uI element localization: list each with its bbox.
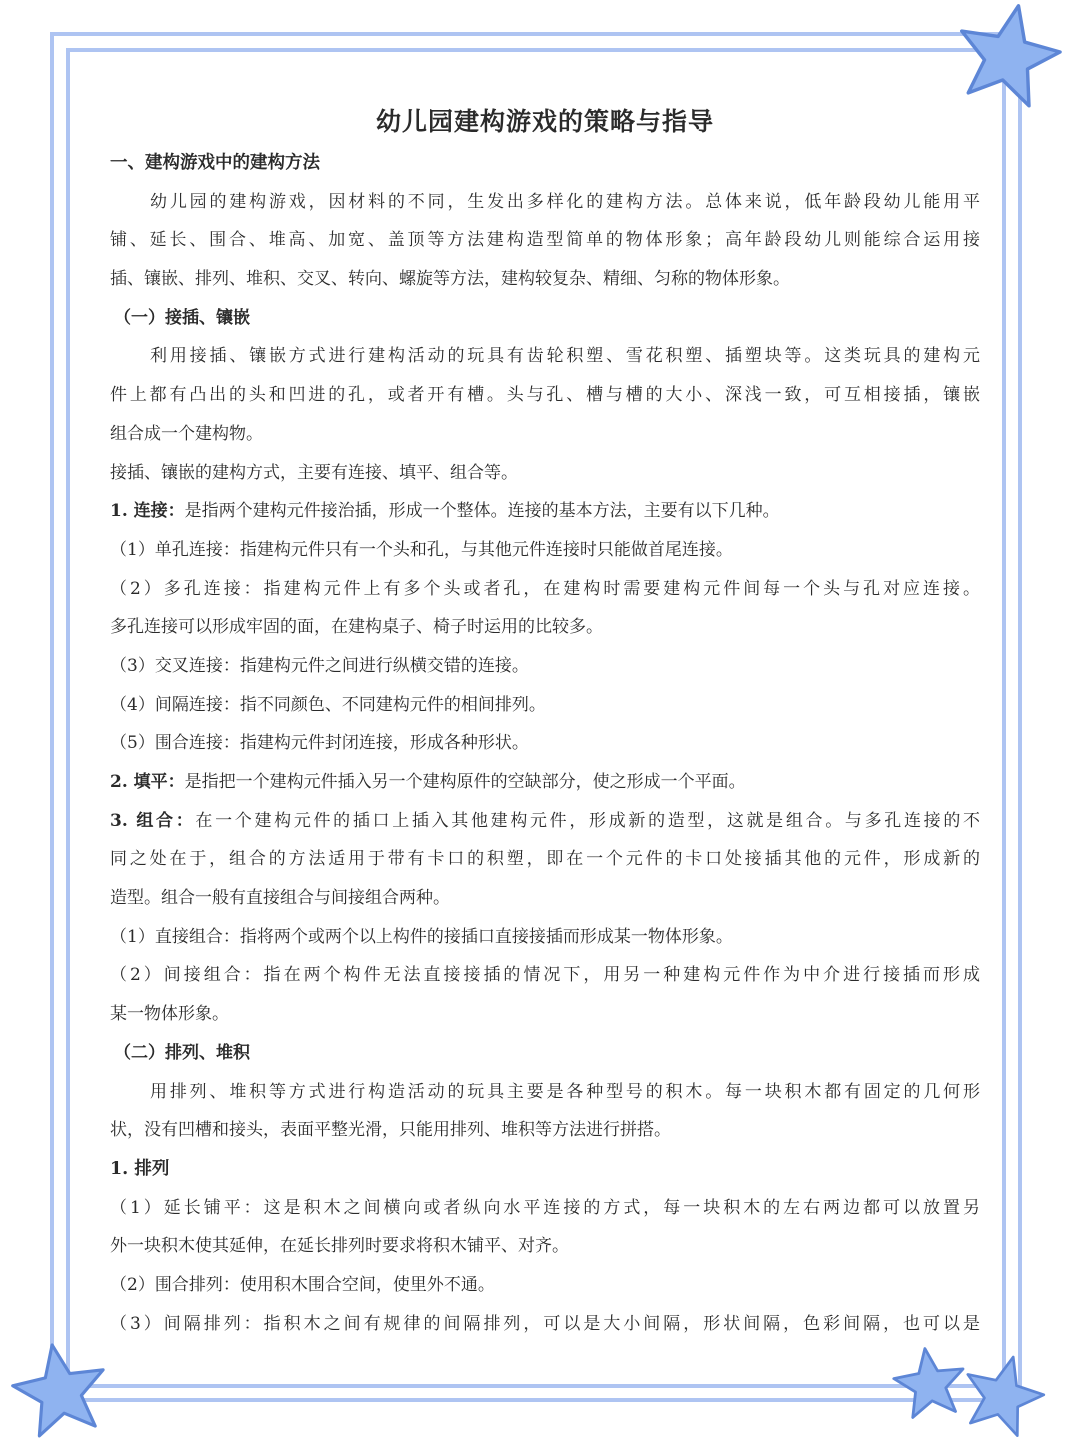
paragraph-line: 用排列、堆积等方式进行构造活动的玩具主要是各种型号的积木。每一块积木都有固定的几何形 [150,1081,980,1102]
item-text: 是指把一个建构元件插入另一个建构原件的空缺部分，使之形成一个平面。 [184,772,746,792]
paragraph-line: 接插、镶嵌的建构方式，主要有连接、填平、组合等。 [110,462,518,483]
document-body [110,100,980,1343]
paragraph-line: （1）延长铺平：这是积木之间横向或者纵向水平连接的方式，每一块积木的左右两边都可以放置另 [110,1197,980,1218]
paragraph-line [110,802,980,841]
paragraph-line: （5）围合连接：指建构元件封闭连接，形成各种形状。 [110,733,529,754]
paragraph-line: （3）间隔排列：指积木之间有规律的间隔排列，可以是大小间隔，形状间隔，色彩间隔，也可以是 [110,1313,980,1334]
paragraph-line: （4）间隔连接：指不同颜色、不同建构元件的相间排列。 [110,694,546,715]
paragraph-line: 状，没有凹槽和接头，表面平整光滑，只能用排列、堆积等方法进行拼搭。 [110,1120,671,1141]
paragraph-line: 利用接插、镶嵌方式进行建构活动的玩具有齿轮积塑、雪花积塑、插塑块等。这类玩具的建构元 [150,346,980,367]
paragraph-line: 幼儿园的建构游戏，因材料的不同，生发出多样化的建构方法。总体来说，低年龄段幼儿能用平 [150,191,980,212]
paragraph-line: 组合成一个建构物。 [110,423,263,444]
paragraph-line: （2）围合排列：使用积木围合空间，使里外不通。 [110,1274,495,1295]
document-title: 幼儿园建构游戏的策略与指导 [375,107,714,136]
section-heading: 一、建构游戏中的建构方法 [110,153,320,173]
paragraph-line: 外一块积木使其延伸，在延长排列时要求将积木铺平、对齐。 [110,1236,569,1257]
paragraph-line: 铺、延长、围合、堆高、加宽、盖顶等方法建构造型简单的物体形象；高年龄段幼儿则能综合运用接 [110,230,980,251]
paragraph-line: （3）交叉连接：指建构元件之间进行纵横交错的连接。 [110,655,529,676]
paragraph-line: 插、镶嵌、排列、堆积、交叉、转向、螺旋等方法，建构较复杂、精细、匀称的物体形象。 [110,269,790,290]
paragraph-line [110,492,980,531]
subsection-heading: （一）接插、镶嵌 [114,307,250,328]
item-text: 在一个建构元件的插口上插入其他建构元件，形成新的造型，这就是组合。与多孔连接的不 [195,810,980,831]
star-icon [8,1340,113,1445]
paragraph-line: （2）间接组合：指在两个构件无法直接接插的情况下，用另一种建构元件作为中介进行接插而形成 [110,965,980,986]
section-heading: 1. 排列 [110,1158,170,1179]
star-icon [950,0,1065,115]
paragraph-line: （1）直接组合：指将两个或两个以上构件的接插口直接接插而形成某一物体形象。 [110,926,733,947]
paragraph-line: （1）单孔连接：指建构元件只有一个头和孔，与其他元件连接时只能做首尾连接。 [110,539,733,560]
document-lines [110,144,980,1343]
paragraph-line: 件上都有凸出的头和凹进的孔，或者开有槽。头与孔、槽与槽的大小、深浅一致，可互相接插，镶嵌 [110,385,980,406]
paragraph-line: 同之处在于，组合的方法适用于带有卡口的积塑，即在一个元件的卡口处接插其他的元件，形成新的 [110,849,980,870]
paragraph-line: 多孔连接可以形成牢固的面，在建构桌子、椅子时运用的比较多。 [110,617,603,638]
star-icon [955,1352,1050,1442]
paragraph-line [110,763,980,802]
paragraph-line: （2）多孔连接：指建构元件上有多个头或者孔，在建构时需要建构元件间每一个头与孔对应连接。 [110,578,980,599]
paragraph-line: 造型。组合一般有直接组合与间接组合两种。 [110,888,450,909]
subsection-heading: （二）排列、堆积 [114,1042,250,1063]
item-label: 1. 连接： [110,501,185,522]
item-label: 3. 组合： [110,810,196,831]
paragraph-line: 某一物体形象。 [110,1004,229,1025]
item-text: 是指两个建构元件接治插，形成一个整体。连接的基本方法，主要有以下几种。 [184,501,780,522]
item-label: 2. 填平： [110,772,185,792]
